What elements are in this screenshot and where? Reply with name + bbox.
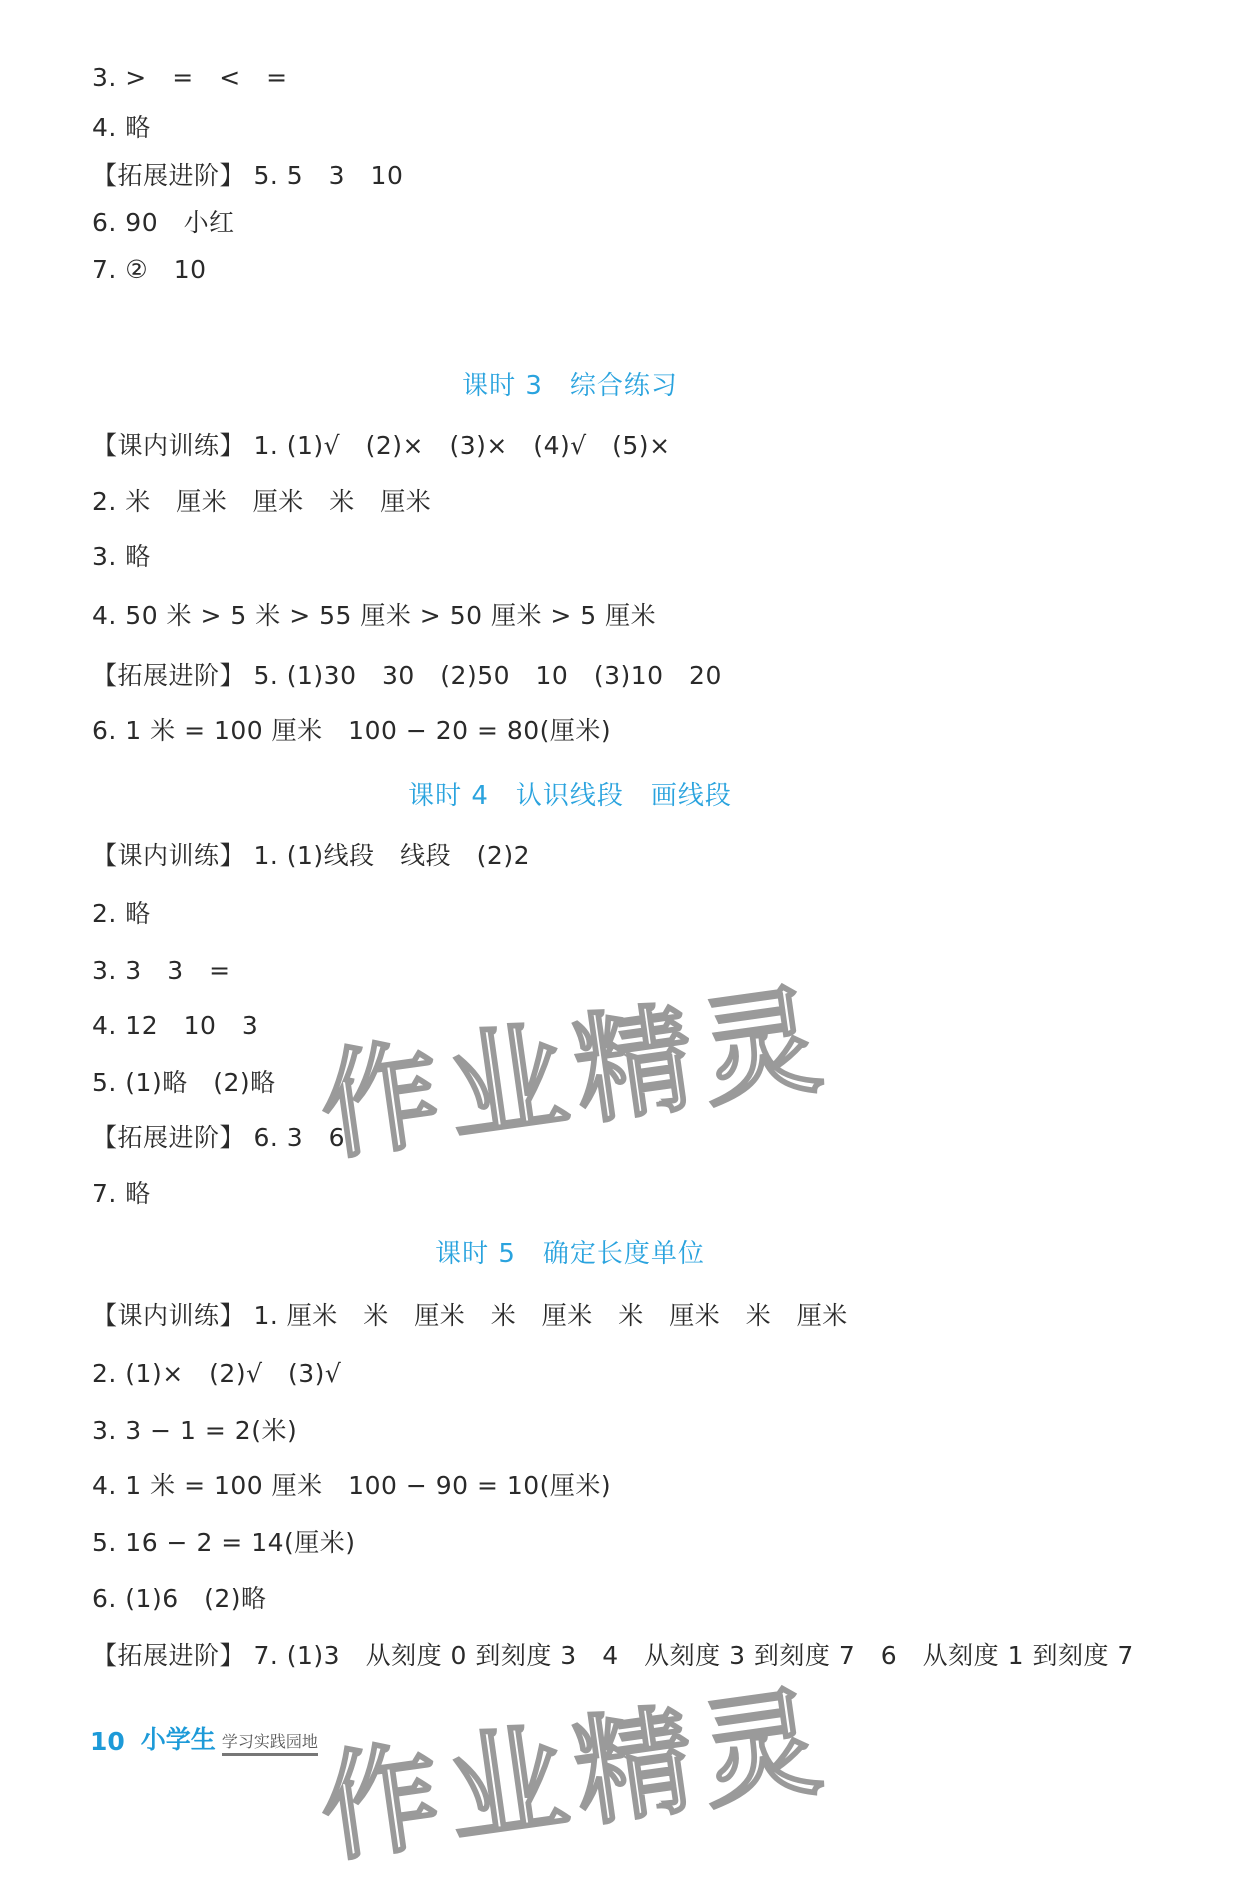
answer-line: 4. 略 xyxy=(92,113,151,142)
answer-line: 7. ② 10 xyxy=(92,255,207,284)
section-heading: 课时 5 确定长度单位 xyxy=(435,1239,705,1269)
page-footer xyxy=(90,1710,318,1756)
answer-line: 3. 3 3 = xyxy=(92,956,231,985)
answer-line: 6. 90 小红 xyxy=(92,208,235,237)
answer-line: 4. 50 米 > 5 米 > 55 厘米 > 50 厘米 > 5 厘米 xyxy=(92,601,657,630)
answer-line: 4. 12 10 3 xyxy=(92,1011,259,1040)
answer-line: 3. 略 xyxy=(92,542,151,571)
section-heading: 课时 4 认识线段 画线段 xyxy=(408,781,732,811)
section-heading: 课时 3 综合练习 xyxy=(462,371,678,401)
answer-line: 2. (1)× (2)√ (3)√ xyxy=(92,1359,342,1388)
answer-line: 5. 16 − 2 = 14(厘米) xyxy=(92,1528,356,1557)
answer-line: 4. 1 米 = 100 厘米 100 − 90 = 10(厘米) xyxy=(92,1471,612,1500)
answer-line: 【课内训练】 1. (1)线段 线段 (2)2 xyxy=(92,841,530,870)
answer-line: 2. 略 xyxy=(92,899,151,928)
answer-line: 【拓展进阶】 7. (1)3 从刻度 0 到刻度 3 4 从刻度 3 到刻度 7 6 从刻度 1 到刻度 7 xyxy=(92,1641,1134,1670)
answer-line: 【拓展进阶】 5. 5 3 10 xyxy=(92,161,404,190)
answer-line: 6. (1)6 (2)略 xyxy=(92,1584,267,1613)
answer-line: 5. (1)略 (2)略 xyxy=(92,1068,276,1097)
answer-line: 3. > = < = xyxy=(92,63,288,92)
answer-line: 【课内训练】 1. 厘米 米 厘米 米 厘米 米 厘米 米 厘米 xyxy=(92,1301,848,1330)
brand-subtitle: 学习实践园地 xyxy=(222,1729,318,1756)
answer-line: 2. 米 厘米 厘米 米 厘米 xyxy=(92,487,432,516)
watermark: 作业精灵 xyxy=(312,968,839,1177)
answer-line: 【拓展进阶】 5. (1)30 30 (2)50 10 (3)10 20 xyxy=(92,661,722,690)
answer-line: 7. 略 xyxy=(92,1179,151,1208)
page-number: 10 xyxy=(90,1727,125,1756)
answer-line: 【拓展进阶】 6. 3 6 xyxy=(92,1123,346,1152)
answer-line: 6. 1 米 = 100 厘米 100 − 20 = 80(厘米) xyxy=(92,716,612,745)
answer-line: 3. 3 − 1 = 2(米) xyxy=(92,1416,298,1445)
watermark: 作业精灵 xyxy=(312,1670,839,1879)
answer-line: 【课内训练】 1. (1)√ (2)× (3)× (4)√ (5)× xyxy=(92,431,671,460)
brand-logo: 小学生 xyxy=(140,1725,216,1754)
